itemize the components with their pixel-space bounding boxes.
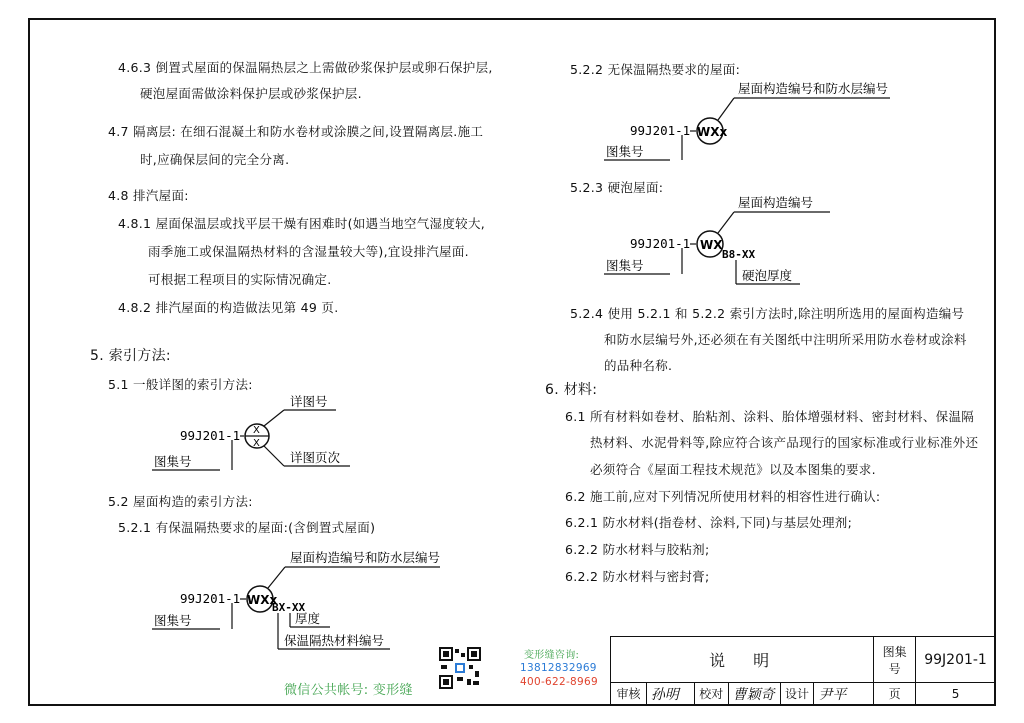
d4-label-top: 屋面构造编号 [738,195,814,210]
check-signature: 曹颖奇 [728,683,780,705]
text-5-2-1: 5.2.1 有保温隔热要求的屋面:(含倒置式屋面) [118,520,376,535]
text-6-1-line1: 6.1 所有材料如卷材、胎粘剂、涂料、胎体增强材料、密封材料、保温隔 [565,409,975,424]
d4-suffix: B8-XX [722,248,756,261]
review-label: 审核 [611,683,647,705]
title-cell: 说 明 [611,637,874,683]
design-label: 设计 [780,683,814,705]
text-5-2-4-line1: 5.2.4 使用 5.2.1 和 5.2.2 索引方法时,除注明所选用的屋面构造编号 [570,306,965,321]
d3-circle: WXx [697,125,728,139]
d4-label-thick: 硬泡厚度 [742,268,793,283]
text-6-2: 6.2 施工前,应对下列情况所使用材料的相容性进行确认: [565,489,881,504]
d3-code: 99J201-1 [630,123,691,138]
d1-code: 99J201-1 [180,428,241,443]
heading-6: 6. 材料: [545,382,598,398]
text-6-1-line2: 热材料、水泥骨料等,除应符合该产品现行的国家标准或行业标准外还 [590,435,979,450]
text-4-7-line2: 时,应确保层间的完全分离. [140,152,290,167]
text-5-2-4-line3: 的品种名称. [604,358,673,373]
text-4-6-3-line2: 硬泡屋面需做涂料保护层或砂浆保护层. [140,86,362,101]
text-4-8-1-line1: 4.8.1 屋面保温层或找平层干燥有困难时(如遇当地空气湿度较大, [118,216,486,231]
text-6-2-1: 6.2.1 防水材料(指卷材、涂料,下同)与基层处理剂; [565,515,853,530]
detail-index-diagram [140,388,380,478]
d2-label-set: 图集号 [154,613,192,628]
review-signature: 孙明 [646,683,694,705]
text-5-2-4-line2: 和防水层编号外,还必须在有关图纸中注明所采用防水卷材或涂料 [604,332,967,347]
page-value: 5 [916,683,996,705]
qr-code-icon [439,647,481,689]
page-label: 页 [874,683,916,705]
d1-label-top: 详图号 [290,394,328,409]
d1-label-bottom: 详图页次 [290,450,341,465]
text-4-8: 4.8 排汽屋面: [108,188,189,203]
roof-no-insulation-index-diagram [600,76,900,166]
d4-circle: WX [700,238,723,252]
d1-bottom: X [253,438,260,449]
text-6-2-2a: 6.2.2 防水材料与胶粘剂; [565,542,710,557]
text-5-2-3: 5.2.3 硬泡屋面: [570,180,664,195]
text-4-7-line1: 4.7 隔离层: 在细石混凝土和防水卷材或涂膜之间,设置隔离层.施工 [108,124,484,139]
title-block [610,636,996,705]
text-4-6-3-line1: 4.6.3 倒置式屋面的保温隔热层之上需做砂浆保护层或卵石保护层, [118,60,493,75]
roof-insulation-index-diagram [140,545,450,655]
design-signature: 尹平 [814,683,874,705]
d2-label-top: 屋面构造编号和防水层编号 [290,550,441,565]
text-4-8-2: 4.8.2 排汽屋面的构造做法见第 49 页. [118,300,339,315]
d3-label-set: 图集号 [606,144,644,159]
consult-label: 变形缝咨询: [524,650,580,661]
d2-circle: WXx [247,593,278,607]
d2-label-thick: 厚度 [295,611,321,626]
d1-label-set: 图集号 [154,454,192,469]
d4-label-set: 图集号 [606,258,644,273]
text-4-8-1-line2: 雨季施工或保温隔热材料的含湿量较大等),宜设排汽屋面. [148,244,469,259]
text-5-2-2: 5.2.2 无保温隔热要求的屋面: [570,62,741,77]
d4-code: 99J201-1 [630,236,691,251]
text-4-8-1-line3: 可根据工程项目的实际情况确定. [148,272,332,287]
text-5-1: 5.1 一般详图的索引方法: [108,377,253,392]
set-value: 99J201-1 [916,637,996,683]
set-label: 图集号 [874,637,916,683]
wechat-watermark: 微信公共帐号: 变形缝 [284,683,413,698]
d2-suffix: BX-XX [272,601,306,614]
text-6-1-line3: 必须符合《屋面工程技术规范》以及本图集的要求. [590,462,876,477]
text-6-2-2b: 6.2.2 防水材料与密封膏; [565,569,710,584]
text-5-2: 5.2 屋面构造的索引方法: [108,494,253,509]
rigid-foam-index-diagram [600,192,900,292]
check-label: 校对 [694,683,728,705]
d2-code: 99J201-1 [180,591,241,606]
d2-label-mat: 保温隔热材料编号 [284,633,385,648]
d1-top: X [253,425,260,436]
d3-label-top: 屋面构造编号和防水层编号 [738,81,889,96]
phone-1: 13812832969 [520,662,597,674]
phone-2: 400-622-8969 [520,676,598,688]
heading-5: 5. 索引方法: [90,348,171,364]
